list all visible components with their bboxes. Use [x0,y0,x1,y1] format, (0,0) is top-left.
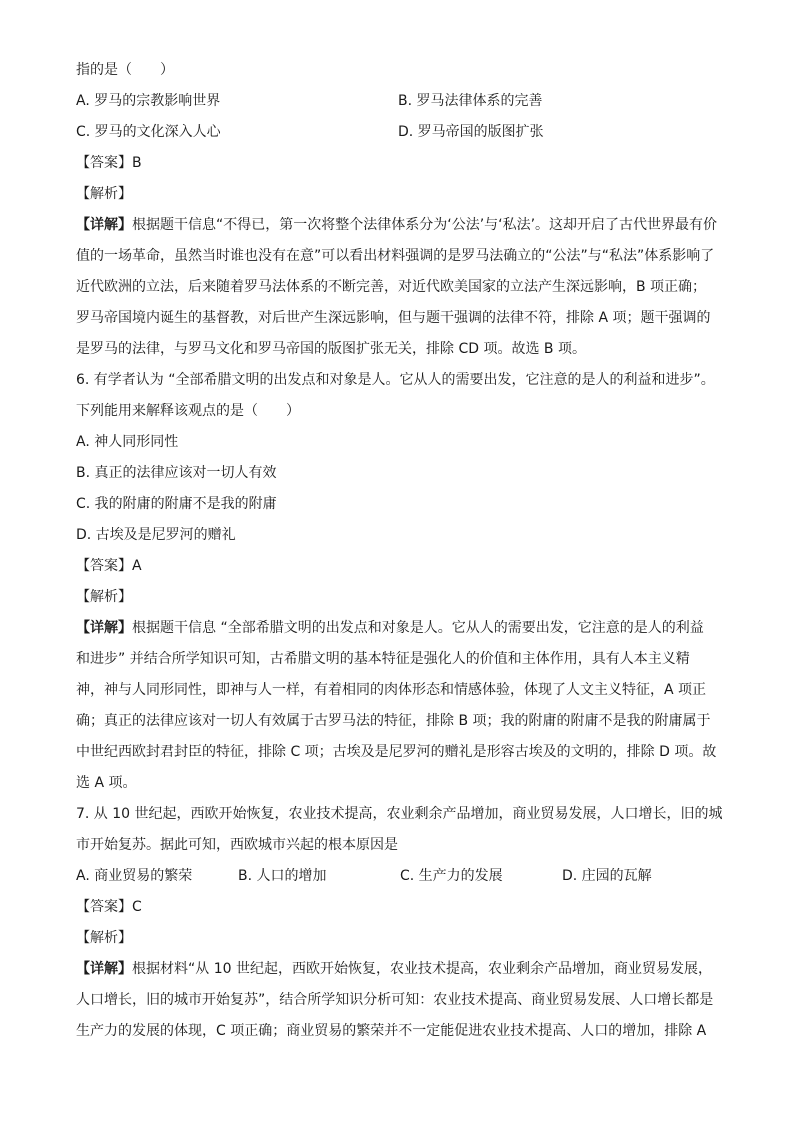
q5-option-c: C. 罗马的文化深入人心 [76,124,221,140]
q5-option-d: D. 罗马帝国的版图扩张 [398,124,544,140]
q7-detail-line: 人口增长，旧的城市开始复苏”，结合所学知识分析可知：农业技术提高、商业贸易发展、人口增长都是 [76,992,714,1008]
q6-detail-line: 【详解】根据题干信息 “全部希腊文明的出发点和对象是人。它从人的需要出发，它注意的是人的利益 [76,620,704,636]
q7-option-a: A. 商业贸易的繁荣 [76,868,193,884]
document-page [76,55,726,1047]
q5-option-b: B. 罗马法律体系的完善 [398,93,543,109]
q6-analysis-label: 【解析】 [76,589,132,605]
q6-stem: 下列能用来解释该观点的是（ ） [76,403,300,419]
q6-option-b: B. 真正的法律应该对一切人有效 [76,465,277,481]
q7-detail-line: 生产力的发展的体现，C 项正确；商业贸易的繁荣并不一定能促进农业技术提高、人口的增加，排除 A [76,1023,707,1039]
q7-answer: 【答案】C [76,899,142,915]
q5-stem-tail: 指的是（ ） [76,62,174,78]
q5-detail-line: 是罗马的法律，与罗马文化和罗马帝国的版图扩张无关，排除 CD 项。故选 B 项。 [76,341,586,357]
q5-detail-tag: 【详解】 [76,217,132,233]
q7-detail-line: 【详解】根据材料“从 10 世纪起，西欧开始恢复，农业技术提高，农业剩余产品增加，商业贸易发展， [76,961,712,977]
q7-options-row [76,861,726,892]
q5-detail-line: 近代欧洲的立法，后来随着罗马法体系的不断完善，对近代欧美国家的立法产生深远影响，B 项正确； [76,279,707,295]
q5-detail-line: 值的一场革命，虽然当时谁也没有在意”可以看出材料强调的是罗马法确立的“公法”与“私法”体系影响了 [76,248,715,264]
q6-option-a: A. 神人同形同性 [76,434,179,450]
q7-option-b: B. 人口的增加 [238,868,327,884]
q6-option-d: D. 古埃及是尼罗河的赠礼 [76,527,236,543]
q6-detail-tag: 【详解】 [76,620,132,636]
q6-answer: 【答案】A [76,558,142,574]
q5-options-row-1 [76,86,726,117]
q5-analysis-label: 【解析】 [76,186,132,202]
q7-option-c: C. 生产力的发展 [400,868,503,884]
q6-option-c: C. 我的附庸的附庸不是我的附庸 [76,496,277,512]
q6-detail-line: 和进步” 并结合所学知识可知，古希腊文明的基本特征是强化人的价值和主体作用，具有人本主义精 [76,651,690,667]
q5-answer: 【答案】B [76,155,142,171]
q5-options-row-2 [76,117,726,148]
q5-option-a: A. 罗马的宗教影响世界 [76,93,221,109]
q7-stem: 7. 从 10 世纪起，西欧开始恢复，农业技术提高，农业剩余产品增加，商业贸易发展，人口增长，旧的城 [76,806,723,822]
q6-detail-line: 确；真正的法律应该对一切人有效属于古罗马法的特征，排除 B 项；我的附庸的附庸不是我的附庸属于 [76,713,711,729]
q6-detail-line: 选 A 项。 [76,775,137,791]
q7-option-d: D. 庄园的瓦解 [562,868,652,884]
q5-detail-line: 【详解】根据题干信息“不得已，第一次将整个法律体系分为‘公法’与‘私法’。这却开启了古代世界最有价 [76,217,718,233]
q6-stem: 6. 有学者认为 “全部希腊文明的出发点和对象是人。它从人的需要出发，它注意的是人的利益和进步”。 [76,372,715,388]
q7-analysis-label: 【解析】 [76,930,132,946]
q7-stem: 市开始复苏。据此可知，西欧城市兴起的根本原因是 [76,837,398,853]
q6-detail-line: 中世纪西欧封君封臣的特征，排除 C 项；古埃及是尼罗河的赠礼是形容古埃及的文明的，排除 D 项。故 [76,744,717,760]
q7-detail-tag: 【详解】 [76,961,132,977]
q5-detail-line: 罗马帝国境内诞生的基督教，对后世产生深远影响，但与题干强调的法律不符，排除 A 项；题干强调的 [76,310,711,326]
q6-detail-line: 神，神与人同形同性，即神与人一样，有着相同的肉体形态和情感体验，体现了人文主义特征，A 项正 [76,682,707,698]
